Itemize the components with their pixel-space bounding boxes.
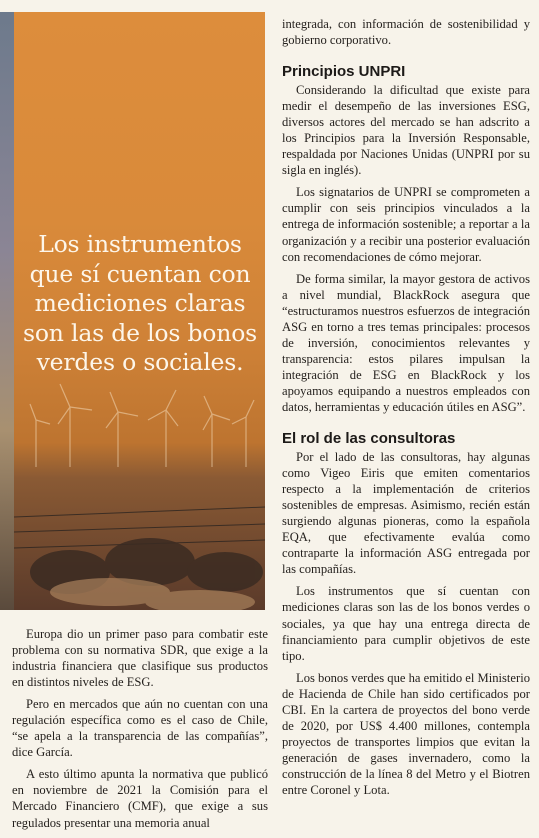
paragraph: Los signatarios de UNPRI se comprometen a cumplir con seis principios vinculados a la entrega de información sostenible; a reportar a la organización y a recibir una posterior evaluación con recomendaciones de cómo mejorar. <box>282 185 530 264</box>
section-heading: Principios UNPRI <box>282 63 406 81</box>
paragraph: A esto último apunta la normativa que publicó en noviembre de 2021 la Comisión para el Mercado Financiero (CMF), que exige a sus regulados presentar una memoria anual <box>12 767 268 830</box>
paragraph: Considerando la dificultad que existe para medir el desempeño de las inversiones ESG, diversos actores del mercado se han adscrito a los Principios para la Inversión Responsable, respaldada por Naciones Unidas (UNPRI por su sigla en inglés). <box>282 83 530 178</box>
left-column-text <box>12 626 268 831</box>
paragraph: integrada, con información de sostenibilidad y gobierno corporativo. <box>282 17 530 48</box>
right-column-text <box>282 16 530 798</box>
paragraph: Pero en mercados que aún no cuentan con una regulación específica como es el caso de Chile, “se apela a la transparencia de las compañías”, dice García. <box>12 697 268 760</box>
paragraph: De forma similar, la mayor gestora de activos a nivel mundial, BlackRock asegura que “estructuramos nuestros esfuerzos de integración ASG en torno a tres temas principales: procesos de inversión, conocimientos relevantes y transparencia: estos pilares impulsan la integración de ESG en BlackRock y los apoyamos equipando a nuestros empleados con datos, herramientas y educación útiles en ASG”. <box>282 271 530 414</box>
wind-farm-photo <box>0 12 265 610</box>
paragraph: Los bonos verdes que ha emitido el Ministerio de Hacienda de Chile han sido certificados por CBI. En la cartera de proyectos del bono verde de 2020, por US$ 4.400 millones, contempla proyectos de transportes limpios que evitan la generación de gases invernadero, como la construcción de la línea 8 del Metro y el Biotren entre Coronel y Lota. <box>282 670 530 797</box>
paragraph: Europa dio un primer paso para combatir este problema con su normativa SDR, que exige a la industria financiera que clasifique sus productos en distintos niveles de ESG. <box>12 627 268 690</box>
paragraph: Los instrumentos que sí cuentan con mediciones claras son las de los bonos verdes o sociales, ya que hay una entrega directa de financiamiento para cumplir objetivos de este tipo. <box>282 584 530 663</box>
section-heading: El rol de las consultoras <box>282 430 456 448</box>
pull-quote: Los instrumentos que sí cuentan con mediciones claras son las de los bonos verdes o sociales. <box>22 230 258 376</box>
paragraph: Por el lado de las consultoras, hay algunas como Vigeo Eiris que emiten comentarios respecto a la implementación de criterios sostenibles de empresas. Asimismo, recién están surgiendo algunas pioneras, como la española EQA, que efectivamente evalúa como contraparte la información ASG entregada por las compañías. <box>282 450 530 577</box>
